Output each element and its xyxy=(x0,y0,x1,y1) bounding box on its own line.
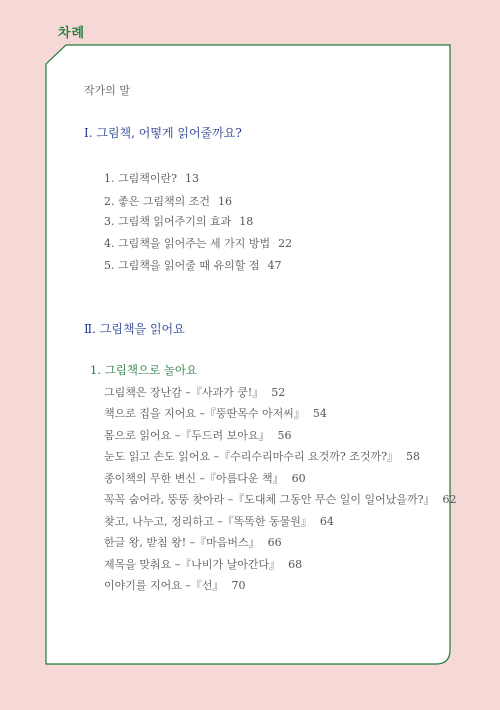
header-label: 차례 xyxy=(58,26,86,41)
toc-item-page: 58 xyxy=(406,450,421,463)
toc-item-page: 66 xyxy=(267,536,282,549)
toc-item-page: 64 xyxy=(319,515,334,528)
toc-item-page: 70 xyxy=(231,579,246,592)
toc-item-label: 한글 왕, 받침 왕! –『마음버스』 xyxy=(104,536,260,549)
toc-item-label: 책으로 집을 지어요 –『뚱딴목수 아저씨』 xyxy=(104,407,305,420)
toc-item xyxy=(104,556,302,572)
toc-item-page: 68 xyxy=(288,558,303,571)
toc-item xyxy=(104,170,199,186)
toc-item xyxy=(104,513,334,529)
toc-item xyxy=(104,257,282,273)
toc-item xyxy=(104,384,285,400)
toc-item-page: 18 xyxy=(239,215,254,228)
toc-item-label: 몸으로 읽어요 –『두드려 보아요』 xyxy=(104,429,270,442)
part1-title: Ⅰ. 그림책, 어떻게 읽어줄까요? xyxy=(84,126,242,140)
toc-item xyxy=(104,534,282,550)
toc-item-label: 찾고, 나누고, 정리하고 –『똑똑한 동물원』 xyxy=(104,515,312,528)
part2-title: Ⅱ. 그림책을 읽어요 xyxy=(84,322,185,336)
toc-item xyxy=(104,235,292,251)
toc-item-page: 56 xyxy=(277,429,292,442)
toc-item-page: 22 xyxy=(278,237,293,250)
toc-item-page: 60 xyxy=(291,472,306,485)
toc-item xyxy=(104,193,232,209)
toc-item xyxy=(104,470,306,486)
toc-item-label: 종이책의 무한 변신 –『아름다운 책』 xyxy=(104,472,284,485)
toc-item-page: 54 xyxy=(312,407,327,420)
toc-item-label: 제목을 맞춰요 –『나비가 날아간다』 xyxy=(104,558,281,571)
toc-item xyxy=(104,448,420,464)
toc-item xyxy=(104,491,457,507)
toc-item-page: 62 xyxy=(442,493,457,506)
toc-item-label: 눈도 읽고 손도 읽어요 –『수리수리마수리 요것까? 조것까?』 xyxy=(104,450,399,463)
toc-item-label: 그림책은 장난감 –『사과가 쿵!』 xyxy=(104,386,264,399)
toc-item xyxy=(104,213,253,229)
toc-item-page: 47 xyxy=(267,259,282,272)
intro-title: 작가의 말 xyxy=(84,84,131,97)
toc-item-label: 1. 그림책이란? xyxy=(104,172,178,185)
chapter1-title: 1. 그림책으로 놀아요 xyxy=(90,363,198,377)
toc-item-label: 3. 그림책 읽어주기의 효과 xyxy=(104,215,232,228)
toc-item xyxy=(104,427,292,443)
toc-item-label: 꼭꼭 숨어라, 뚱뚱 찾아라 –『도대체 그동안 무슨 일이 일어났을까?』 xyxy=(104,493,435,506)
toc-item-page: 16 xyxy=(218,195,232,208)
toc-item-label: 5. 그림책을 읽어줄 때 유의할 점 xyxy=(104,259,260,272)
toc-item-label: 이야기를 지어요 –『선』 xyxy=(104,579,224,592)
toc-item-page: 13 xyxy=(185,172,200,185)
toc-item xyxy=(104,405,327,421)
toc-item-page: 52 xyxy=(271,386,286,399)
toc-item xyxy=(104,577,246,593)
toc-item-label: 2. 좋은 그림책의 조건 xyxy=(104,195,210,208)
toc-item-label: 4. 그림책을 읽어주는 세 가지 방법 xyxy=(104,237,271,250)
